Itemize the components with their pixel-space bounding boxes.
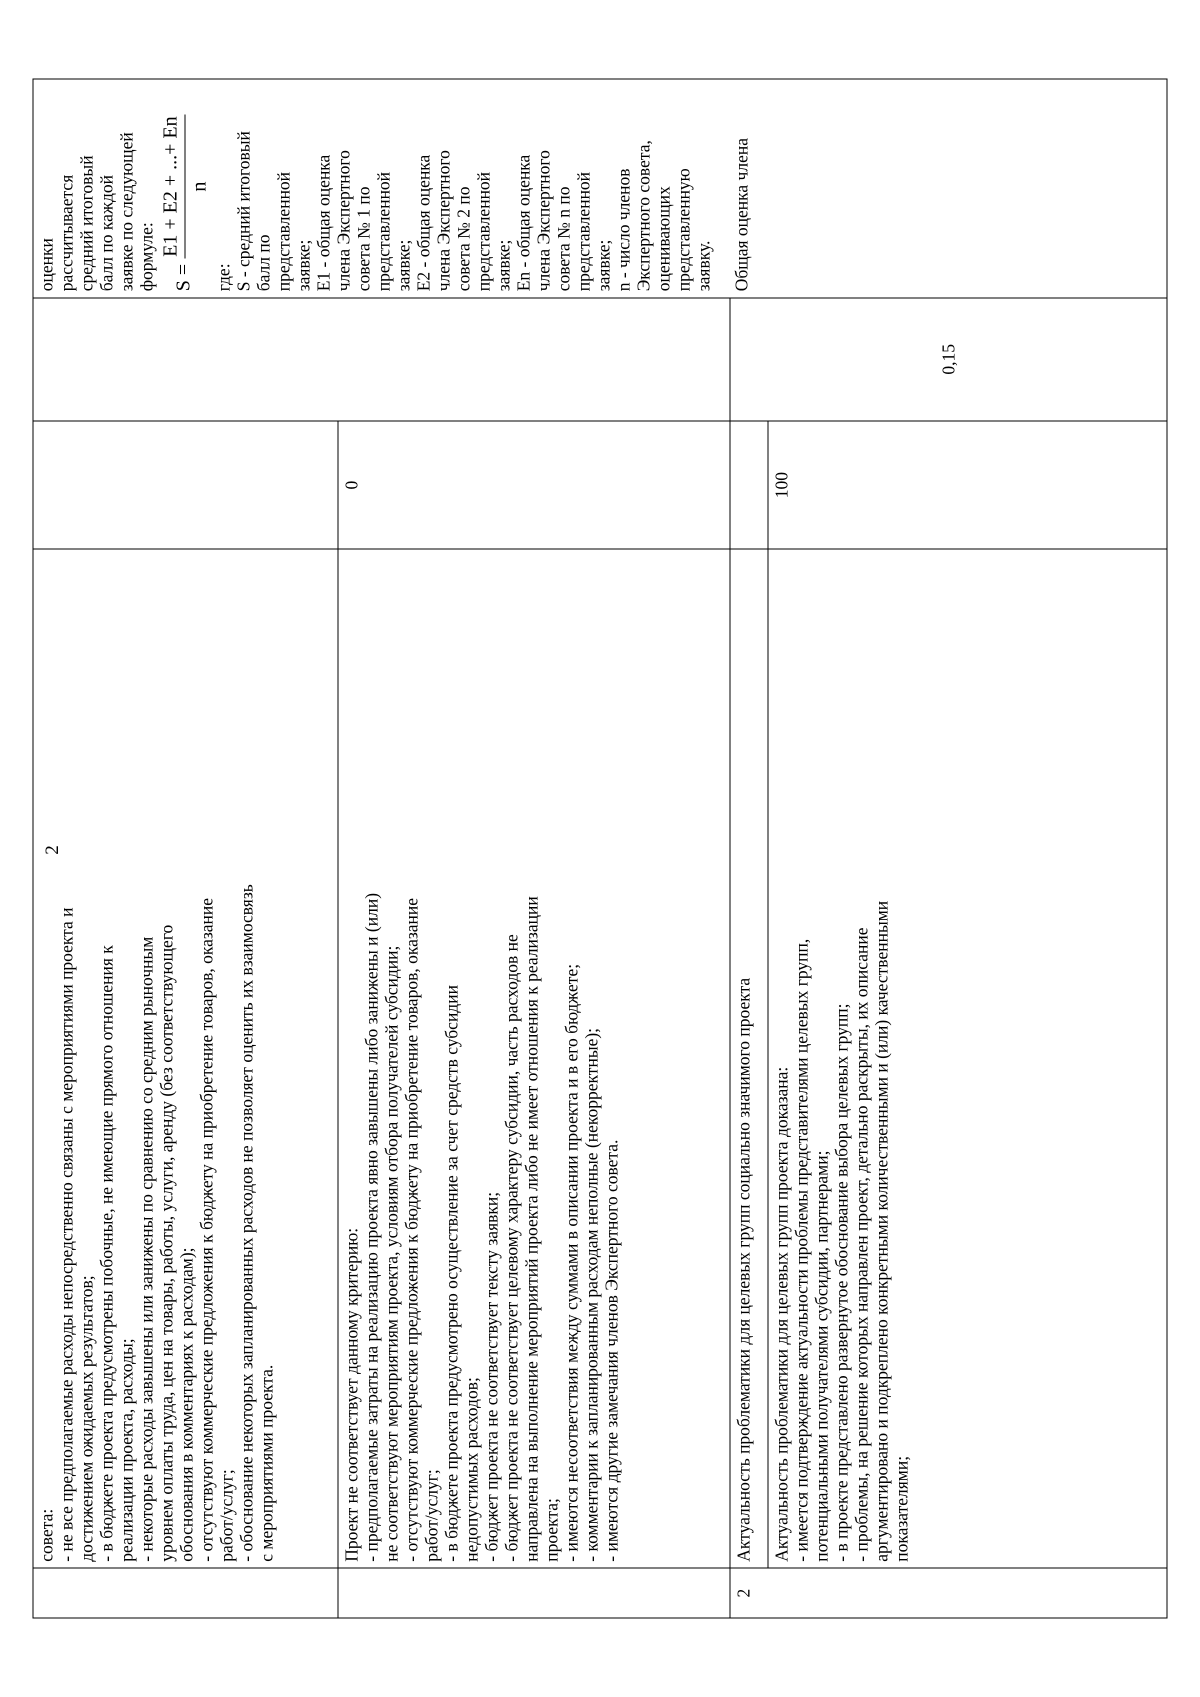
criterion-title-score-cell <box>730 420 768 548</box>
block1-text: совета: - не все предполагаемые расходы непосредственно связаны с мероприятиями проекта и достижением ожидаемых результатов; - в бюджете проекта предусмотрены побочные, не имеющие прямого отношения к реализации проекта, расходы; - некоторые расходы завышены или занижены по сравнению со средним рыночным уровнем оплаты труда, цен на товары, работы, услуги, аренду (без соответствующего обоснования в комментариях к расходам); - отсутствуют коммерческие предложения к бюджету на приобретение товаров, оказание работ/услуг; - обоснование некоторых запланированных расходов не позволяет оценить их взаимосвязь с мероприятиями проекта. <box>33 549 338 1568</box>
method-cell: оценки рассчитывается средний итоговый балл по каждой заявке по следующей формуле: S = E1 + E2 + ...+ En n где: S - средний итоговый балл по представленной заявке; E1 - общая оценка члена Экспертного совета № 1 по представленной заявке; E2 - общая оценка члена Экспертного совета № 2 по представленной заявке; En - общая оценка члена Экспертного совета № n по представленной заявке; n - число членов Экспертного совета, оценивающих представленную заявку. Общая оценка члена <box>33 79 1167 298</box>
criterion2-score: 100 <box>768 420 1167 548</box>
criterion-title: Актуальность проблематики для целевых групп социально значимого проекта <box>730 549 768 1568</box>
weight-cell-empty <box>33 297 730 420</box>
criterion2-text: Актуальность проблематики для целевых групп проекта доказана: - имеется подтверждение актуальности проблемы представителями целевых групп, потенциальными получателями субсидии, партнерами; - в проекте представлено развернутое обоснование выбора целевых групп; - проблемы, на решение которых направлен проект, детально раскрыты, их описание аргументировано и подкреплено конкретными количественными и (или) качественными показателями; <box>768 549 1167 1568</box>
average-score-formula: S = E1 + E2 + ...+ En n <box>157 85 214 291</box>
criterion-number: 2 <box>730 1568 1167 1618</box>
table-row <box>33 79 338 1618</box>
block1-score-cell <box>33 420 338 548</box>
criteria-table <box>33 78 1168 1618</box>
block2-score: 0 <box>338 420 730 548</box>
row-number-cell-empty <box>338 1568 730 1618</box>
block2-text: Проект не соответствует данному критерию: - предполагаемые затраты на реализацию проекта явно завышены либо занижены и (или) не соответствуют мероприятиям проекта, условиям отбора получателей субсидии; - отсутствуют коммерческие предложения к бюджету на приобретение товаров, оказание работ/услуг; - в бюджете проекта предусмотрено осуществление за счет средств субсидии недопустимых расходов; - бюджет проекта не соответствует тексту заявки; - бюджет проекта не соответствует целевому характеру субсидии, часть расходов не направлена на выполнение мероприятий проекта либо не имеет отношения к реализации проекта; - имеются несоответствия между суммами в описании проекта и в его бюджете; - комментарии к запланированным расходам неполные (некорректные); - имеются другие замечания членов Экспертного совета. <box>338 549 730 1568</box>
criterion-weight: 0,15 <box>730 297 1167 420</box>
table-row <box>730 79 768 1618</box>
page-number: 2 <box>42 845 63 855</box>
row-number-cell-empty <box>33 1568 338 1618</box>
criteria-table-rotated <box>33 78 1168 1618</box>
